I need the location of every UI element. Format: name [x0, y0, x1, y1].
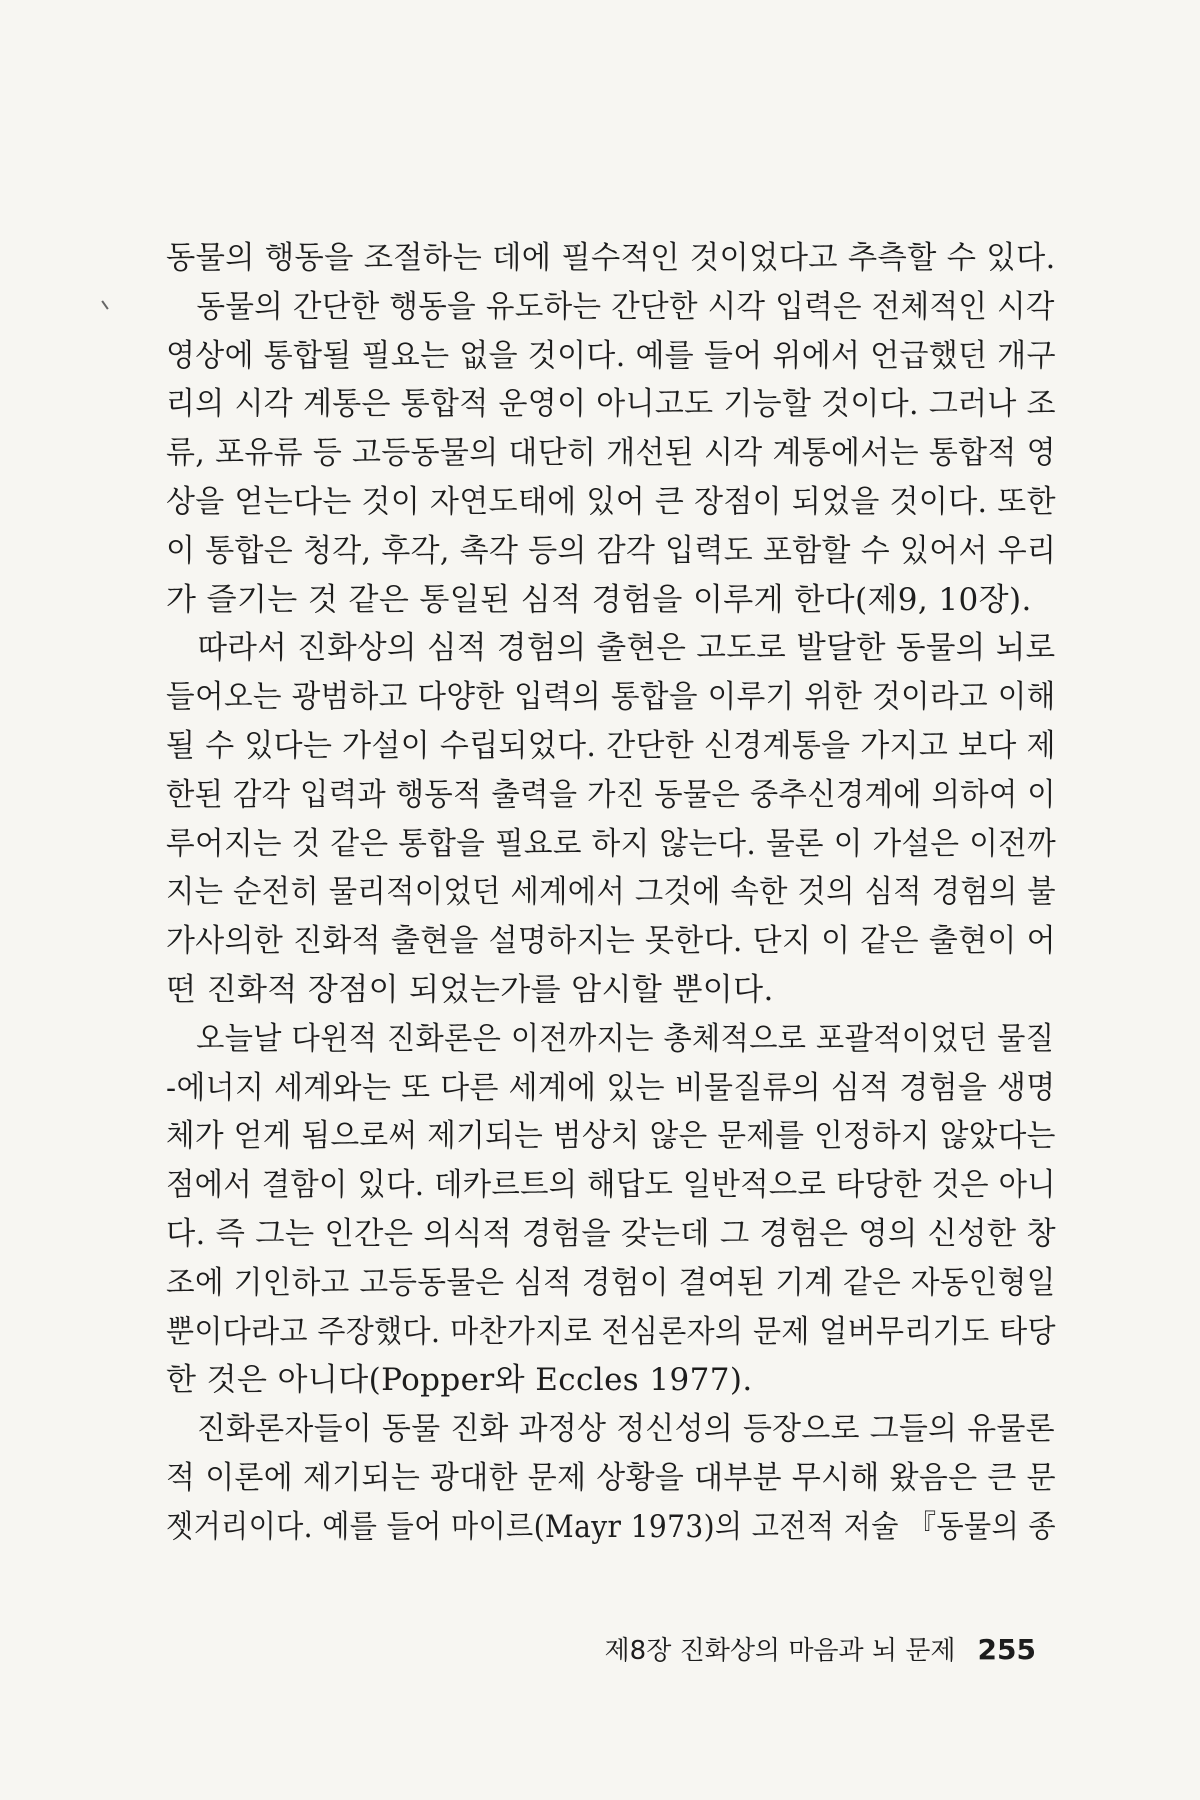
text-line: 체가 얻게 됨으로써 제기되는 범상치 않은 문제를 인정하지 않았다는	[166, 1118, 1056, 1155]
text-line: 동물의 행동을 조절하는 데에 필수적인 것이었다고 추측할 수 있다.	[166, 240, 1056, 276]
page-number: 255	[977, 1633, 1036, 1666]
text-line: 가 즐기는 것 같은 통일된 심적 경험을 이루게 한다(제9, 10장).	[166, 581, 1032, 618]
text-line: 점에서 결함이 있다. 데카르트의 해답도 일반적으로 타당한 것은 아니	[166, 1167, 1056, 1204]
text-line: 가사의한 진화적 출현을 설명하지는 못한다. 단지 이 같은 출현이 어	[166, 923, 1056, 960]
text-line: 지는 순전히 물리적이었던 세계에서 그것에 속한 것의 심적 경험의 불	[166, 874, 1056, 911]
margin-pencil-mark	[101, 300, 108, 309]
text-line: 조에 기인하고 고등동물은 심적 경험이 결여된 기계 같은 자동인형일	[166, 1264, 1056, 1301]
text-line: 뿐이다라고 주장했다. 마찬가지로 전심론자의 문제 얼버무리기도 타당	[166, 1313, 1056, 1350]
text-line: 따라서 진화상의 심적 경험의 출현은 고도로 발달한 동물의 뇌로	[197, 630, 1056, 667]
text-line: 상을 얻는다는 것이 자연도태에 있어 큰 장점이 되었을 것이다. 또한	[166, 483, 1056, 520]
text-line: 다. 즉 그는 인간은 의식적 경험을 갖는데 그 경험은 영의 신성한 창	[166, 1215, 1057, 1252]
text-line: 한된 감각 입력과 행동적 출력을 가진 동물은 중추신경계에 의하여 이	[166, 776, 1056, 813]
text-line: 한 것은 아니다(Popper와 Eccles 1977).	[166, 1362, 753, 1399]
text-line: -에너지 세계와는 또 다른 세계에 있는 비물질류의 심적 경험을 생명	[166, 1069, 1056, 1106]
text-line: 떤 진화적 장점이 되었는가를 암시할 뿐이다.	[166, 971, 774, 1008]
text-line: 영상에 통합될 필요는 없을 것이다. 예를 들어 위에서 언급했던 개구	[166, 337, 1056, 374]
text-line: 오늘날 다윈적 진화론은 이전까지는 총체적으로 포괄적이었던 물질	[196, 1020, 1055, 1057]
chapter-title: 제8장 진화상의 마음과 뇌 문제	[604, 1636, 956, 1666]
text-line: 젯거리이다. 예를 들어 마이르(Mayr 1973)의 고전적 저술 『동물의 종	[166, 1508, 1056, 1545]
text-line: 리의 시각 계통은 통합적 운영이 아니고도 기능할 것이다. 그러나 조	[166, 386, 1056, 423]
text-line: 이 통합은 청각, 후각, 촉각 등의 감각 입력도 포함할 수 있어서 우리	[166, 532, 1057, 569]
text-line: 루어지는 것 같은 통합을 필요로 하지 않는다. 물론 이 가설은 이전까	[166, 825, 1057, 862]
running-footer	[600, 1630, 1036, 1671]
body-text	[166, 234, 1056, 1552]
text-line: 진화론자들이 동물 진화 과정상 정신성의 등장으로 그들의 유물론	[196, 1411, 1055, 1448]
text-line: 적 이론에 제기되는 광대한 문제 상황을 대부분 무시해 왔음은 큰 문	[166, 1459, 1056, 1496]
text-line: 들어오는 광범하고 다양한 입력의 통합을 이루기 위한 것이라고 이해	[166, 679, 1056, 716]
text-line: 류, 포유류 등 고등동물의 대단히 개선된 시각 계통에서는 통합적 영	[166, 435, 1056, 472]
text-line: 동물의 간단한 행동을 유도하는 간단한 시각 입력은 전체적인 시각	[196, 288, 1055, 325]
text-line: 될 수 있다는 가설이 수립되었다. 간단한 신경계통을 가지고 보다 제	[166, 727, 1056, 764]
